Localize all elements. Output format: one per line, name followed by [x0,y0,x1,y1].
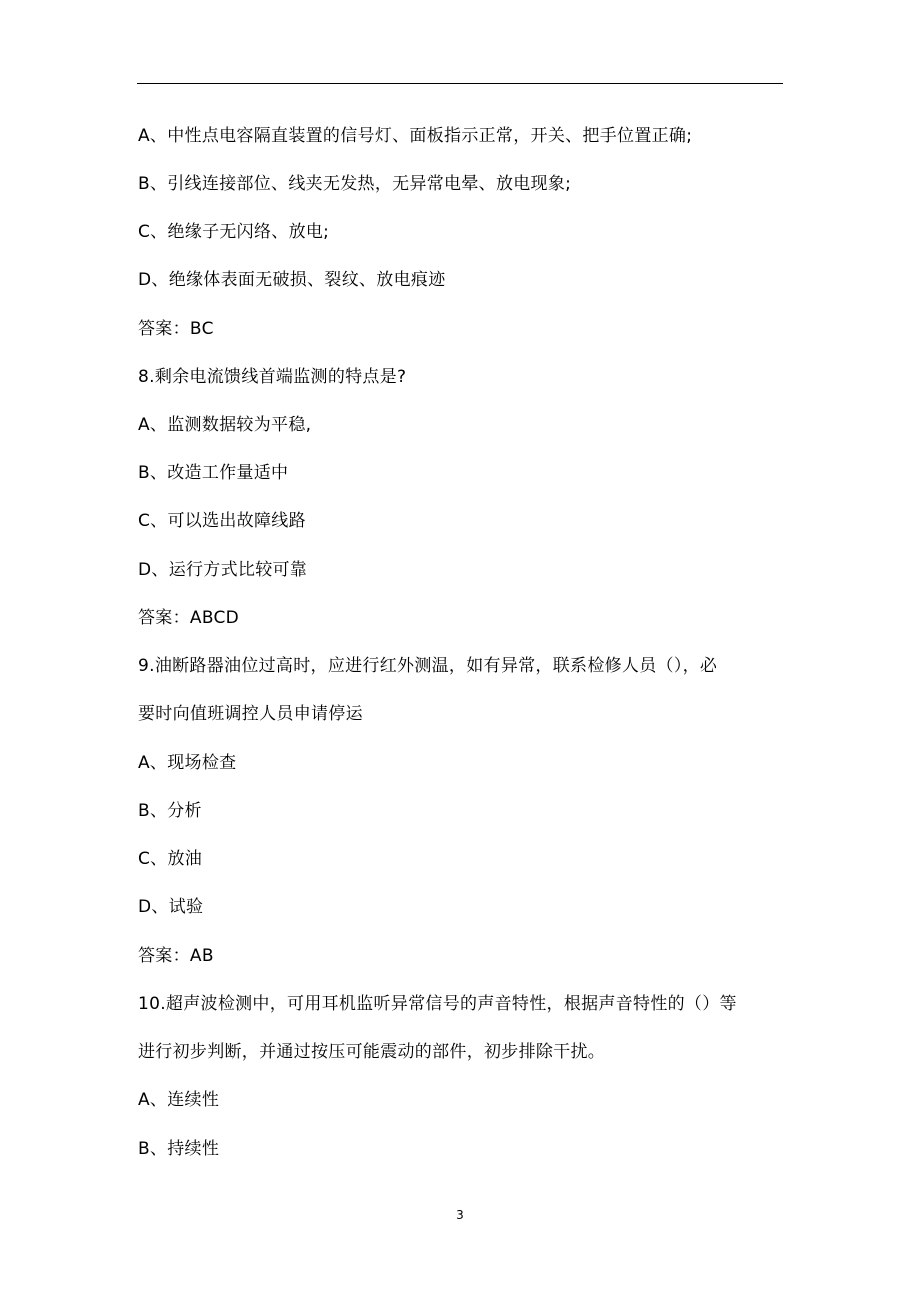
option-line: D、试验 [138,897,204,917]
option-line: B、分析 [138,801,202,821]
option-line: D、运行方式比较可靠 [138,560,308,580]
answer-line: 答案：AB [138,946,214,966]
option-line: D、绝缘体表面无破损、裂纹、放电痕迹 [138,270,446,290]
option-line: A、现场检查 [138,753,237,773]
option-line: B、引线连接部位、线夹无发热，无异常电晕、放电现象; [138,174,572,194]
option-line: C、绝缘子无闪络、放电; [138,222,330,242]
question-line: 8.剩余电流馈线首端监测的特点是? [138,367,407,387]
page-number: 3 [456,1208,464,1222]
option-line: A、监测数据较为平稳, [138,415,312,435]
option-line: C、可以选出故障线路 [138,511,306,531]
option-line: B、改造工作量适中 [138,463,289,483]
question-line: 10.超声波检测中，可用耳机监听异常信号的声音特性，根据声音特性的（）等 [138,994,737,1014]
answer-line: 答案：BC [138,319,214,339]
answer-line: 答案：ABCD [138,608,240,628]
question-line: 9.油断路器油位过高时，应进行红外测温，如有异常，联系检修人员（），必 [138,656,718,676]
option-line: A、中性点电容隔直装置的信号灯、面板指示正常，开关、把手位置正确; [138,126,693,146]
option-line: B、持续性 [138,1139,220,1159]
header-rule [137,83,783,84]
question-line: 要时向值班调控人员申请停运 [138,704,363,724]
option-line: C、放油 [138,849,203,869]
question-line: 进行初步判断，并通过按压可能震动的部件，初步排除干扰。 [138,1042,606,1062]
option-line: A、连续性 [138,1090,220,1110]
